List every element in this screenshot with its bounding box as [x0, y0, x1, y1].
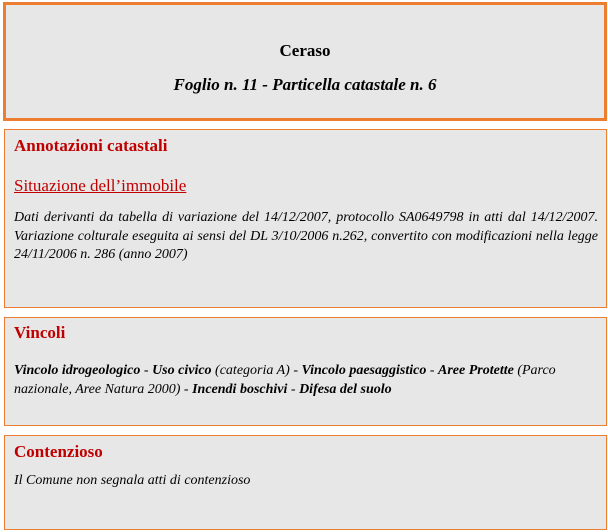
header-box [3, 2, 607, 121]
vincolo-note: (Parco nazionale, Aree Natura 2000) - [14, 363, 556, 397]
contenzioso-text: Il Comune non segnala atti di contenzioso [14, 473, 251, 488]
vincolo-note: (categoria A) - [211, 363, 302, 378]
section-title-contenzioso: Contenzioso [14, 442, 103, 461]
vincolo-separator: - [426, 363, 439, 378]
page-subtitle: Foglio n. 11 - Particella catastale n. 6 [173, 75, 437, 94]
page-title: Ceraso [279, 41, 331, 60]
vincolo-item: Aree Protette [438, 363, 514, 378]
vincoli-list [14, 362, 598, 399]
vincolo-item: Incendi boschivi [192, 381, 288, 397]
vincolo-separator: - [140, 363, 153, 378]
section-title-vincoli: Vincoli [14, 323, 66, 342]
section-vincoli [4, 317, 607, 426]
subheading-situazione-immobile: Situazione dell’immobile [14, 176, 187, 195]
vincolo-item: Difesa del suolo [299, 381, 392, 397]
annotazioni-text: Dati derivanti da tabella di variazione del 14/12/2007, protocollo SA0649798 in atti dal 14/12/2007. Variazione colturale eseguita ai sensi del DL 3/10/2006 n.262, convertito con modificazioni nella legge 24/11/2006 n. 286 (anno 2007) [14, 210, 598, 262]
vincolo-separator: - [287, 381, 300, 397]
vincolo-item: Uso civico [152, 363, 212, 378]
vincolo-item: Vincolo idrogeologico [14, 363, 141, 378]
section-contenzioso [4, 435, 607, 530]
vincolo-item: Vincolo paesaggistico [301, 363, 427, 378]
section-annotazioni-catastali [4, 129, 607, 308]
section-title-annotazioni: Annotazioni catastali [14, 136, 168, 155]
